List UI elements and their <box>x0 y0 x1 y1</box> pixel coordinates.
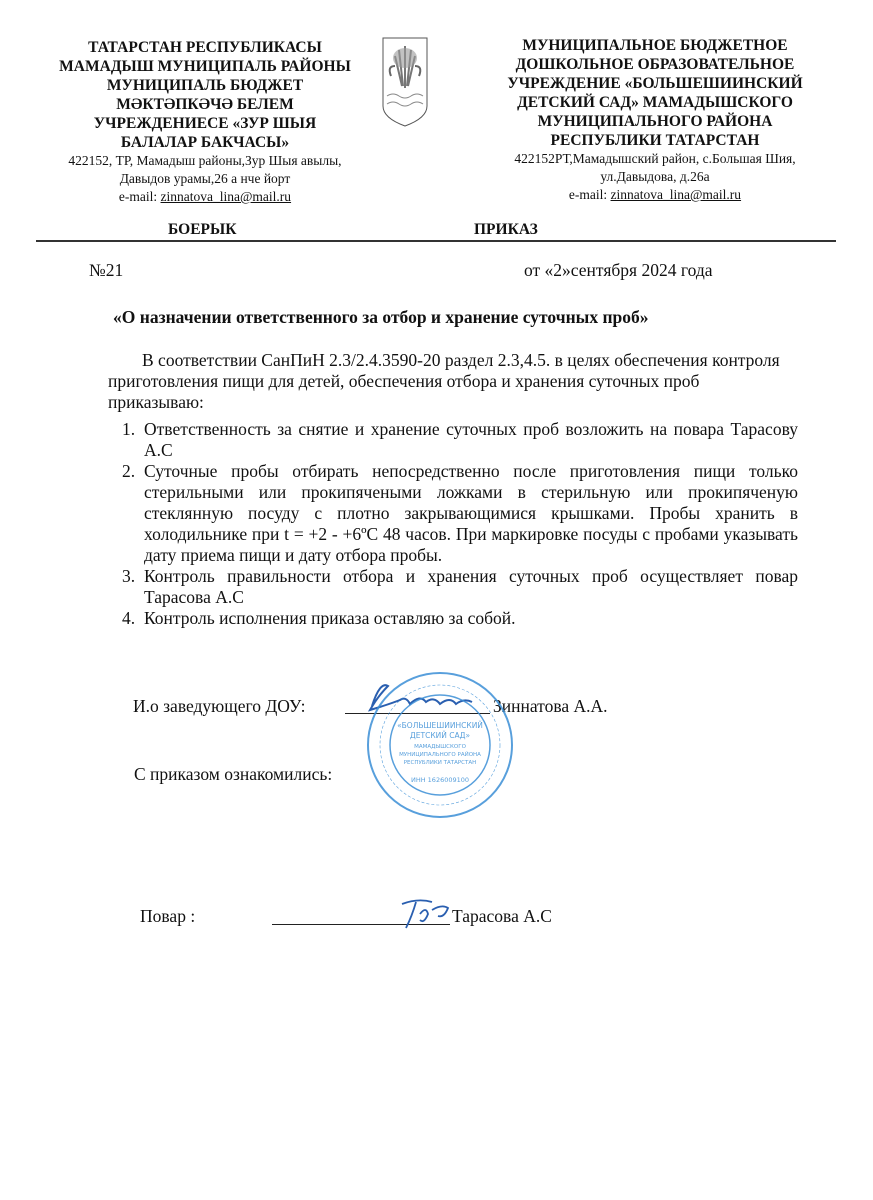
doc-type-tatar: БОЕРЫК <box>168 221 237 238</box>
org-name-tatar <box>30 38 380 152</box>
order-title: «О назначении ответственного за отбор и хранение суточных проб» <box>113 307 649 327</box>
item-text: Суточные пробы отбирать непосредственно после приготовления пищи только стерильными или прокипячеными ложками в стерильную или прокипяченую стеклянную посуду с плотно закрывающимися крышками. Пробы хранить в холодильнике при t = +2 - +6ºC 48 часов. При маркировке посуды с пробами указывать дату приема пищи и дату отбора пробы. <box>144 461 798 565</box>
org-line: ДЕТСКИЙ САД» МАМАДЫШСКОГО <box>517 94 793 111</box>
stamp-line: МУНИЦИПАЛЬНОГО РАЙОНА <box>399 752 481 758</box>
address-russian <box>470 150 840 204</box>
org-line: РЕСПУБЛИКИ ТАТАРСТАН <box>550 132 760 149</box>
org-line: ДОШКОЛЬНОЕ ОБРАЗОВАТЕЛЬНОЕ <box>515 56 795 73</box>
item-text: Ответственность за снятие и хранение суточных проб возложить на повара Тарасову А.С <box>144 419 798 460</box>
acquainted-label: С приказом ознакомились: <box>134 764 333 784</box>
stamp-line: «БОЛЬШЕШИИНСКИЙ <box>397 721 483 730</box>
org-line: МӘКТӘПКӘЧӘ БЕЛЕМ <box>116 96 294 113</box>
org-line: МУНИЦИПАЛЬ БЮДЖЕТ <box>106 77 304 94</box>
org-name-russian <box>470 36 840 150</box>
item-number: 4. <box>122 608 136 628</box>
org-line: БАЛАЛАР БАКЧАСЫ» <box>120 134 290 151</box>
address-line: Давыдов урамы,26 а нче йорт <box>119 171 291 186</box>
order-item <box>108 566 798 608</box>
item-text: Контроль правильности отбора и хранения суточных проб осуществляет повар Тарасова А.С <box>144 566 798 607</box>
stamp-line: МАМАДЫШСКОГО <box>414 744 466 750</box>
email-link[interactable]: zinnatova_lina@mail.ru <box>160 189 292 204</box>
address-tatar <box>30 152 380 206</box>
org-line: ТАТАРСТАН РЕСПУБЛИКАСЫ <box>88 39 322 56</box>
address-line: 422152, ТР, Мамадыш районы,Зур Шыя авылы, <box>68 153 342 168</box>
org-line: УЧРЕЖДЕНИЕСЕ «ЗУР ШЫЯ <box>93 115 317 132</box>
order-item <box>108 419 798 461</box>
order-item <box>108 461 798 566</box>
address-line: 422152РТ,Мамадышский район, с.Большая Шия, <box>514 151 796 166</box>
order-item <box>108 608 798 629</box>
head-name: Зиннатова А.А. <box>493 696 608 716</box>
org-line: МУНИЦИПАЛЬНОГО РАЙОНА <box>537 113 773 130</box>
item-number: 3. <box>122 566 136 586</box>
stamp-line: РЕСПУБЛИКИ ТАТАРСТАН <box>403 760 477 766</box>
email-link[interactable]: zinnatova_lina@mail.ru <box>610 187 742 202</box>
cook-name: Тарасова А.С <box>452 906 552 926</box>
org-line: МУНИЦИПАЛЬНОЕ БЮДЖЕТНОЕ <box>522 37 788 54</box>
header-right <box>470 36 840 204</box>
official-stamp <box>365 670 515 820</box>
org-line: МАМАДЫШ МУНИЦИПАЛЬ РАЙОНЫ <box>59 58 351 75</box>
head-label: И.о заведующего ДОУ: <box>133 696 306 716</box>
stamp-line: ДЕТСКИЙ САД» <box>409 731 471 740</box>
item-number: 1. <box>122 419 136 439</box>
stamp-inn: ИНН 1626009100 <box>410 776 470 784</box>
item-number: 2. <box>122 461 136 481</box>
email-line <box>470 186 840 204</box>
org-line: УЧРЕЖДЕНИЕ «БОЛЬШЕШИИНСКИЙ <box>507 75 803 92</box>
header-left <box>30 38 380 206</box>
email-label: e-mail: <box>118 189 161 204</box>
doc-type-russian: ПРИКАЗ <box>474 221 538 238</box>
item-text: Контроль исполнения приказа оставляю за собой. <box>144 608 516 628</box>
address-line: ул.Давыдова, д.26а <box>600 169 710 184</box>
coat-of-arms-icon <box>381 36 429 128</box>
order-date: от «2»сентября 2024 года <box>524 260 713 280</box>
order-preamble: В соответствии СанПиН 2.3/2.4.3590-20 раздел 2.3,4.5. в целях обеспечения контроля приготовления пищи для детей, обеспечения отбора и хранения суточных проб приказываю: <box>108 350 780 412</box>
email-line <box>30 188 380 206</box>
order-items <box>108 419 798 629</box>
cook-label: Повар : <box>140 906 196 926</box>
email-label: e-mail: <box>568 187 611 202</box>
cook-signature <box>398 896 458 937</box>
order-number: №21 <box>89 260 124 280</box>
header-divider <box>36 240 836 242</box>
